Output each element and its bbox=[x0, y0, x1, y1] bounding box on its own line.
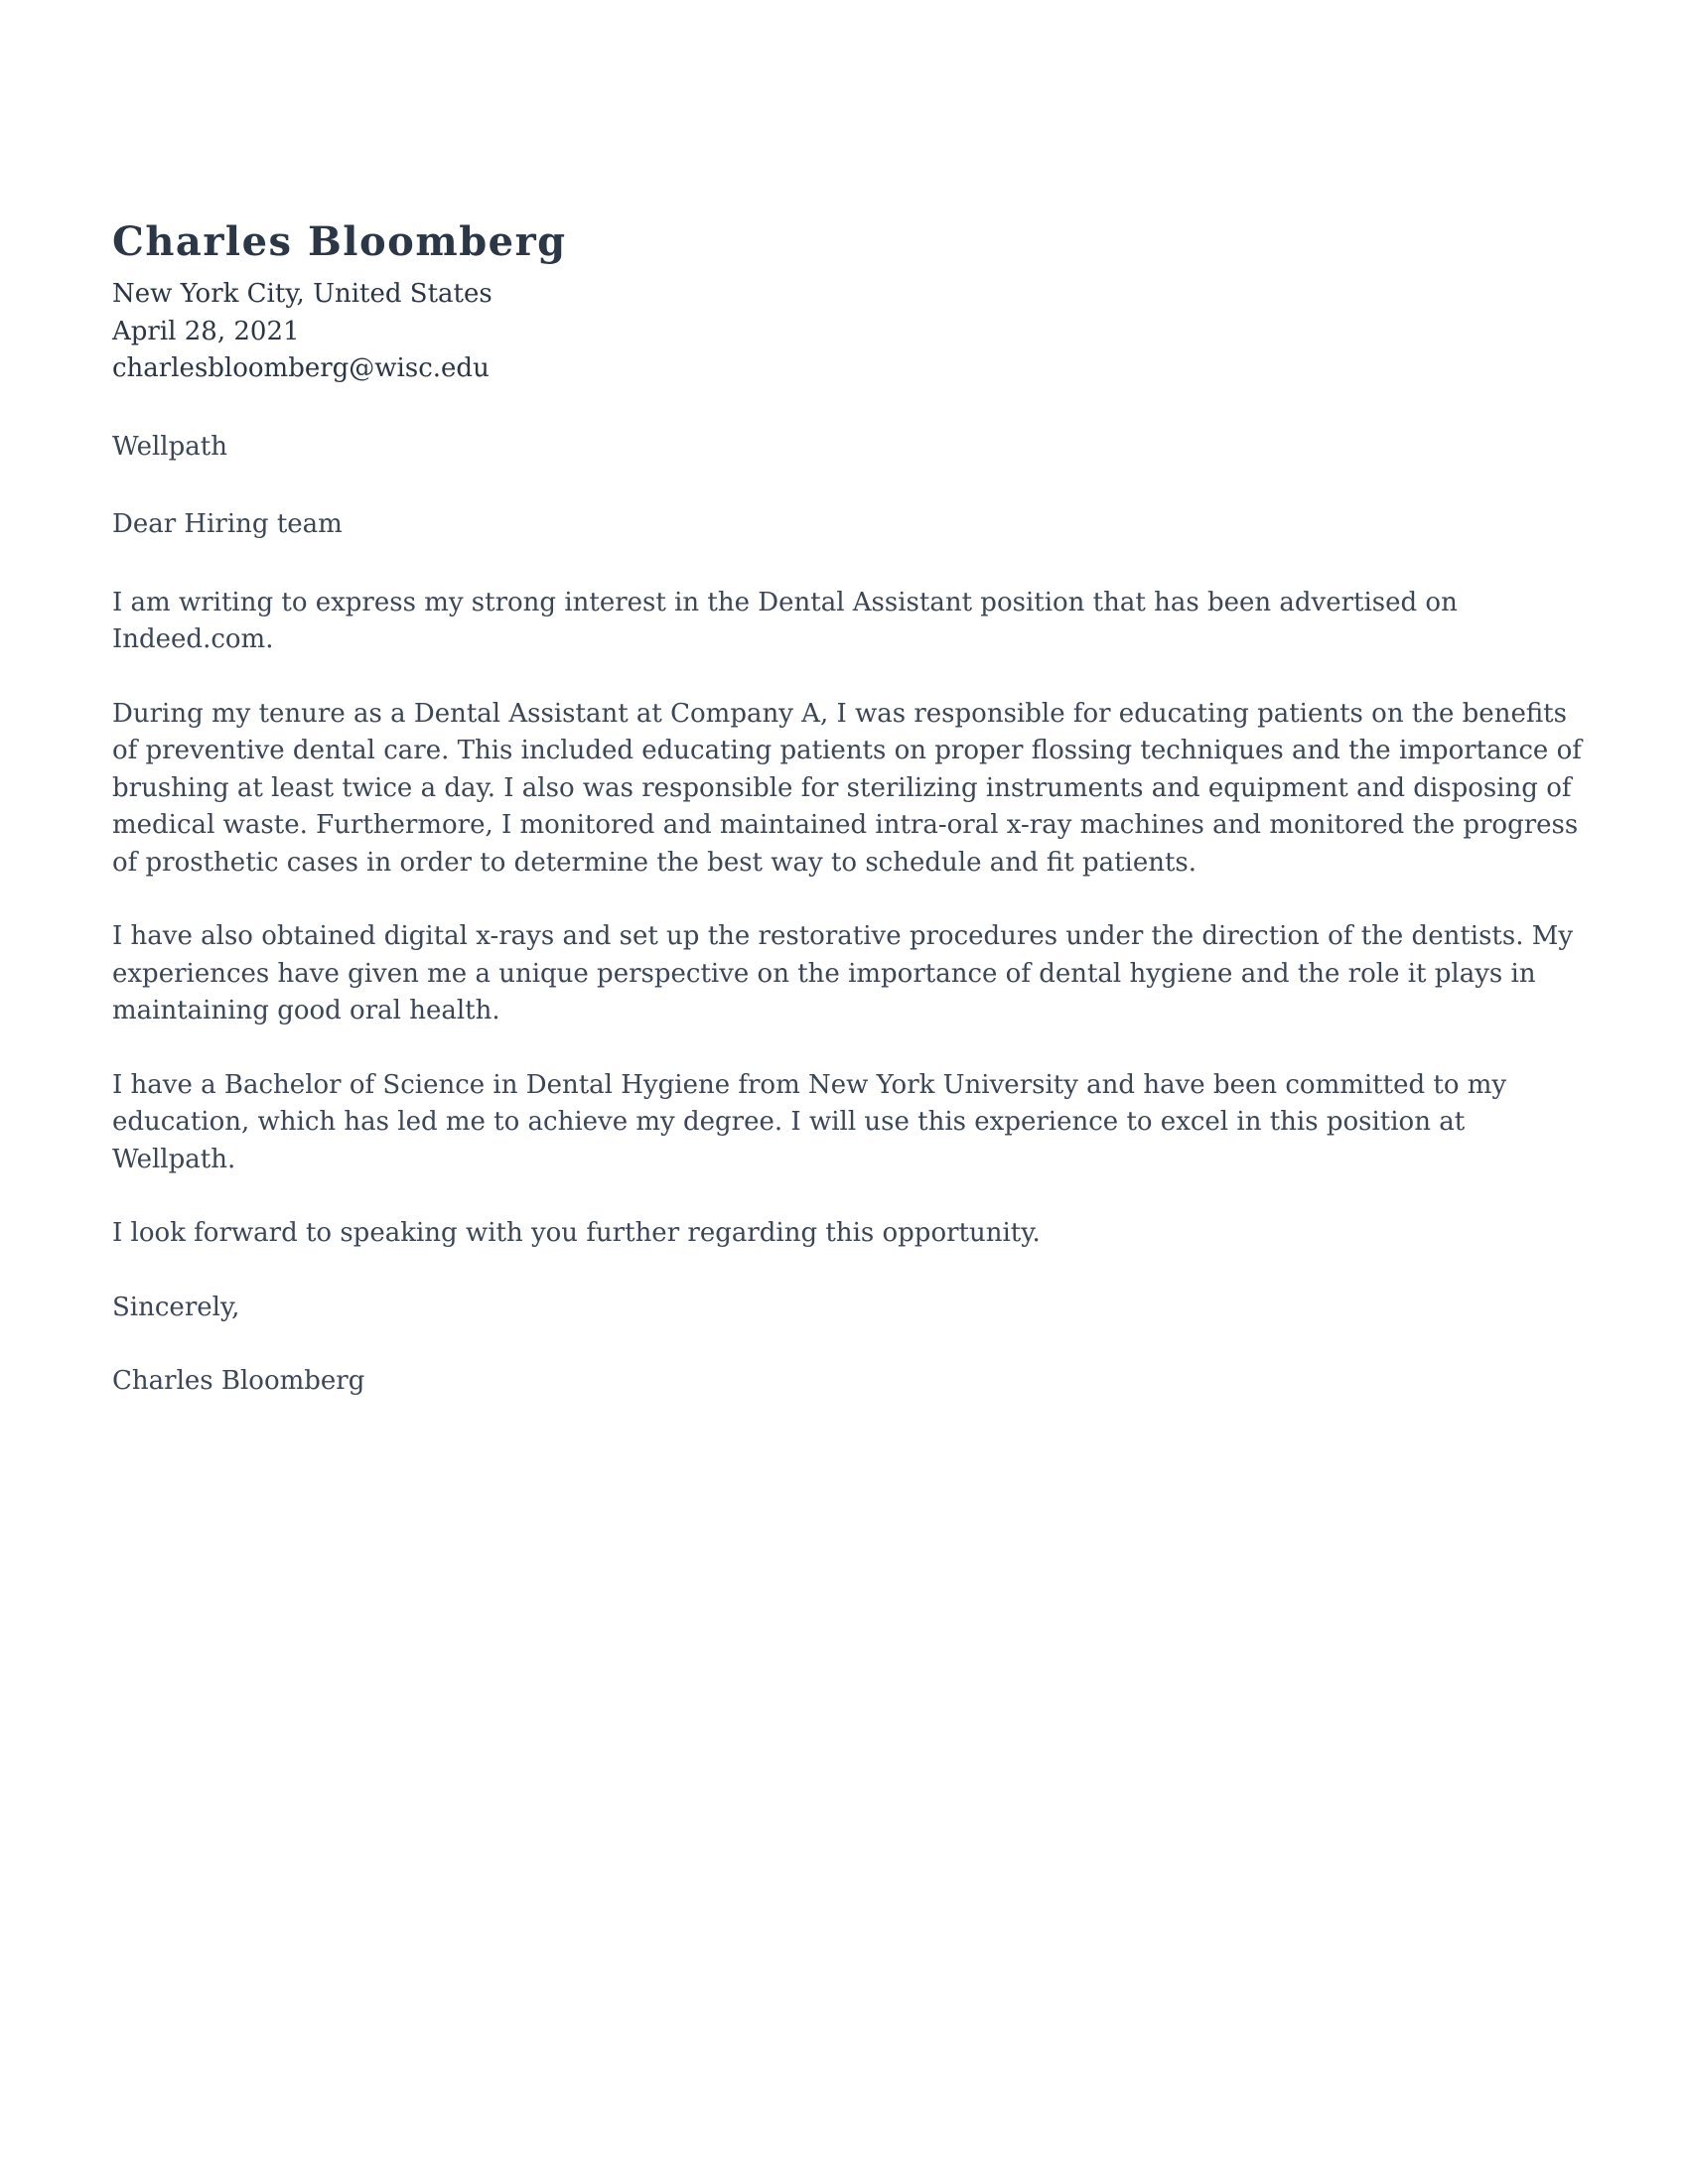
cover-letter bbox=[112, 216, 1582, 1401]
contact-block bbox=[112, 276, 1582, 388]
sender-email: charlesbloomberg@wisc.edu bbox=[112, 353, 490, 383]
recipient-company: Wellpath bbox=[112, 431, 227, 462]
paragraph-closing: I look forward to speaking with you further regarding this opportunity. bbox=[112, 1218, 1041, 1248]
sender-name: Charles Bloomberg bbox=[112, 218, 567, 265]
paragraph-experience: During my tenure as a Dental Assistant at Company A, I was responsible for educating patients on the benefits of preventive dental care. This included educating patients on proper flossing techniques and the importance of brushing at least twice a day. I also was responsible for sterilizing instruments and equipment and disposing of medical waste. Furthermore, I monitored and maintained intra-oral x-ray machines and monitored the progress of prosthetic cases in order to determine the best way to schedule and fit patients. bbox=[112, 698, 1582, 878]
closing: Sincerely, bbox=[112, 1292, 240, 1322]
paragraph-skills: I have also obtained digital x-rays and set up the restorative procedures under the direction of the dentists. My experiences have given me a unique perspective on the importance of dental hygiene and the role it plays in maintaining good oral health. bbox=[112, 921, 1574, 1025]
paragraph-education: I have a Bachelor of Science in Dental Hygiene from New York University and have been committed to my education, which has led me to achieve my degree. I will use this experience to excel in this position at Wellpath. bbox=[112, 1069, 1507, 1174]
letter-date: April 28, 2021 bbox=[112, 316, 300, 346]
sender-location: New York City, United States bbox=[112, 279, 492, 309]
signature: Charles Bloomberg bbox=[112, 1366, 365, 1396]
greeting: Dear Hiring team bbox=[112, 509, 343, 539]
paragraph-intro: I am writing to express my strong interest in the Dental Assistant position that has been advertised on Indeed.com. bbox=[112, 587, 1458, 654]
